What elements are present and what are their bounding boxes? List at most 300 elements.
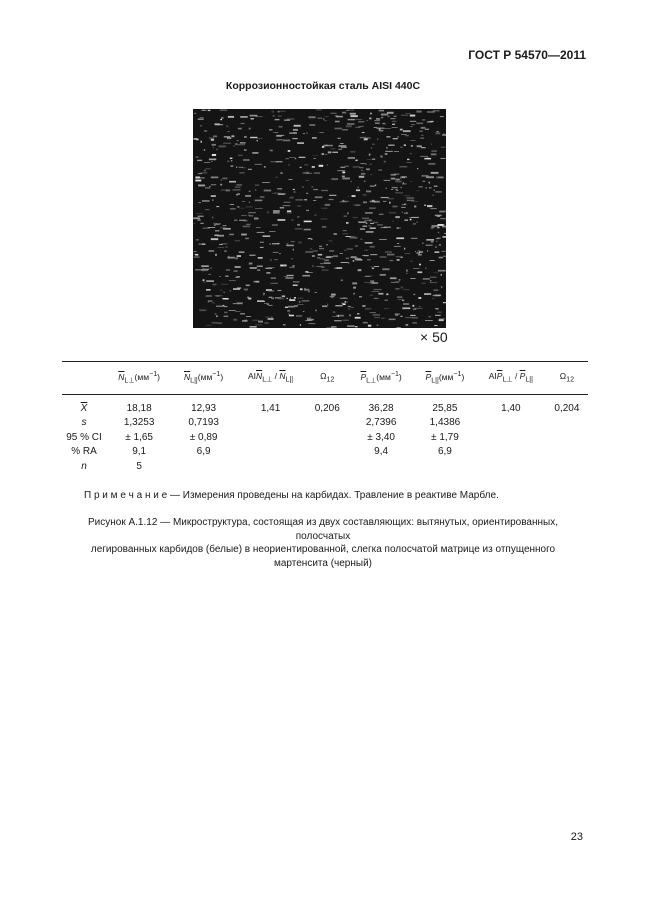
carbide-speck [402,212,403,213]
carbide-speck [251,118,254,120]
carbide-speck [424,205,426,206]
carbide-speck [417,253,421,254]
carbide-speck [442,134,446,135]
carbide-speck [415,308,423,309]
carbide-speck [391,174,396,176]
carbide-speck [329,195,336,196]
carbide-speck [388,145,394,146]
carbide-speck [372,291,380,292]
carbide-speck [231,165,234,166]
carbide-speck [312,137,317,139]
carbide-speck [323,118,324,120]
carbide-speck [386,147,388,148]
carbide-speck [370,312,376,313]
carbide-speck [297,224,300,226]
carbide-speck [411,124,415,125]
header-symbol: $\overline{P}$ [519,370,526,381]
carbide-speck [224,312,227,314]
carbide-speck [342,303,344,305]
carbide-speck [223,143,231,144]
carbide-speck [425,129,429,130]
carbide-speck [295,199,303,200]
carbide-speck [422,119,425,121]
carbide-speck [362,305,365,307]
carbide-speck [368,225,372,226]
carbide-speck [288,313,290,315]
carbide-speck [286,243,288,244]
column-header [235,362,306,395]
carbide-speck [417,250,420,251]
carbide-speck [206,289,211,291]
carbide-speck [229,280,236,281]
carbide-speck [366,191,371,193]
carbide-speck [353,293,355,295]
carbide-speck [364,220,372,221]
table-cell: 18,18 [126,402,152,414]
carbide-speck [348,306,351,307]
carbide-speck [355,317,361,319]
carbide-speck [433,295,439,296]
table-cell [546,416,588,431]
carbide-speck [412,322,417,324]
carbide-speck [245,238,249,240]
carbide-speck [413,268,420,269]
carbide-speck [196,239,199,240]
carbide-speck [324,120,327,121]
carbide-speck [312,166,315,168]
carbide-speck [286,277,294,279]
carbide-speck [263,294,265,295]
carbide-speck [306,180,309,181]
carbide-speck [278,111,280,113]
header-unit-close: ) [157,371,160,382]
carbide-speck [235,277,238,278]
carbide-speck [360,137,366,138]
carbide-speck [257,140,258,141]
carbide-speck [321,219,328,220]
carbide-speck [427,250,428,252]
carbide-speck [244,289,248,291]
carbide-speck [327,164,328,165]
carbide-speck [341,201,349,202]
carbide-speck [370,246,375,247]
carbide-speck [195,180,201,182]
carbide-speck [387,112,394,114]
carbide-speck [434,186,438,188]
carbide-speck [365,212,373,214]
carbide-speck [396,327,400,328]
carbide-speck [294,125,301,127]
carbide-speck [206,295,212,296]
carbide-speck [246,285,250,287]
carbide-speck [202,244,205,245]
carbide-speck [234,220,237,221]
header-exponent: −1 [390,370,399,378]
carbide-speck [371,147,372,149]
carbide-speck [201,269,208,271]
carbide-speck [322,270,329,271]
carbide-speck [299,301,301,303]
carbide-speck [411,217,419,218]
carbide-speck [294,191,296,193]
carbide-speck [426,239,434,241]
carbide-speck [400,316,402,317]
carbide-speck [413,223,416,224]
carbide-speck [399,279,401,280]
carbide-speck [279,253,281,254]
carbide-speck [202,110,207,111]
column-header [476,362,546,395]
carbide-speck [260,196,265,198]
carbide-speck [233,189,241,191]
micrograph-image [193,109,446,328]
carbide-speck [200,173,207,174]
carbide-speck [374,289,382,290]
carbide-speck [216,315,217,317]
carbide-speck [203,228,211,229]
carbide-speck [269,129,273,131]
carbide-speck [430,121,434,122]
carbide-speck [265,317,270,318]
carbide-speck [304,164,308,166]
carbide-speck [269,244,271,245]
carbide-speck [326,327,333,328]
carbide-speck [293,129,298,131]
carbide-speck [201,141,203,143]
carbide-speck [388,198,394,199]
carbide-speck [255,200,263,202]
carbide-speck [416,222,418,223]
carbide-speck [406,212,407,213]
carbide-speck [365,276,371,277]
carbide-speck [350,152,355,153]
carbide-speck [404,248,405,250]
carbide-speck [290,197,294,199]
carbide-speck [197,219,200,221]
carbide-speck [374,127,378,128]
carbide-speck [346,222,349,224]
carbide-speck [412,317,418,319]
carbide-speck [297,142,304,144]
carbide-speck [435,132,440,134]
carbide-speck [212,302,215,304]
carbide-speck [438,232,440,233]
row-label: 95 % CI [66,431,102,443]
table-cell: 0,206 [314,402,340,414]
column-header [172,362,235,395]
carbide-speck [353,257,358,258]
carbide-speck [288,150,291,152]
table-cell: ± 0,89 [189,431,218,443]
carbide-speck [404,213,408,214]
carbide-speck [362,255,365,256]
carbide-speck [226,269,230,271]
carbide-speck [219,276,220,277]
table-body [62,394,588,474]
table-cell: 0,204 [554,402,580,414]
carbide-speck [223,298,229,300]
carbide-speck [366,223,368,224]
carbide-speck [355,326,358,327]
carbide-speck [347,212,348,214]
carbide-speck [315,292,317,293]
carbide-speck [250,326,257,328]
carbide-speck [367,259,371,260]
carbide-speck [364,282,369,283]
carbide-speck [380,156,382,158]
carbide-speck [272,224,278,225]
header-unit: (мм [134,371,150,382]
carbide-speck [289,299,295,301]
carbide-speck [427,205,432,207]
carbide-speck [396,178,401,179]
carbide-speck [356,190,360,192]
carbide-speck [418,297,421,299]
carbide-speck [246,316,251,317]
carbide-speck [309,116,316,118]
carbide-speck [216,296,220,297]
carbide-speck [361,173,365,175]
carbide-speck [240,116,248,118]
carbide-speck [278,219,286,221]
header-subscript: L⊥ [262,375,273,384]
carbide-speck [228,256,230,258]
carbide-speck [384,128,391,129]
carbide-speck [221,180,223,181]
carbide-speck [304,199,307,200]
row-label: $\overline{X}$ [80,402,88,414]
carbide-speck [244,149,247,151]
carbide-speck [204,149,206,150]
carbide-speck [218,247,225,248]
carbide-speck [386,188,387,190]
carbide-speck [260,242,264,243]
carbide-speck [246,224,251,225]
carbide-speck [195,177,200,179]
carbide-speck [436,131,439,132]
table-cell [306,431,348,446]
carbide-speck [332,316,337,317]
carbide-speck [376,118,380,120]
carbide-speck [215,124,223,125]
carbide-speck [216,149,218,150]
carbide-speck [276,135,282,137]
header-prefix: AI [488,370,497,381]
carbide-speck [348,157,355,159]
carbide-speck [346,110,349,111]
carbide-speck [382,268,389,270]
carbide-speck [202,280,204,281]
table-cell [235,431,306,446]
carbide-speck [415,251,416,252]
carbide-speck [347,249,353,250]
carbide-speck [396,190,398,191]
table-cell [414,460,476,475]
carbide-speck [435,215,442,216]
carbide-speck [280,207,284,209]
carbide-speck [346,125,352,127]
header-exponent: −1 [149,370,158,378]
carbide-speck [233,303,240,304]
carbide-speck [437,312,441,313]
carbide-speck [346,236,351,237]
carbide-speck [364,250,368,251]
carbide-speck [402,176,407,177]
carbide-speck [320,259,325,260]
carbide-speck [407,159,409,160]
carbide-speck [395,216,400,218]
carbide-speck [256,116,263,117]
carbide-speck [221,117,224,119]
carbide-speck [380,274,386,276]
carbide-speck [356,205,361,206]
carbide-speck [274,193,281,194]
carbide-speck [283,140,290,142]
carbide-speck [213,147,214,149]
carbide-speck [363,194,367,195]
carbide-speck [240,142,246,143]
header-subscript: L|| [525,375,533,384]
carbide-speck [390,278,397,280]
carbide-speck [311,239,312,240]
header-subscript: 12 [326,375,335,384]
carbide-speck [378,293,383,295]
table-header-row [62,362,588,395]
carbide-speck [330,296,335,297]
carbide-speck [225,276,228,277]
carbide-speck [374,266,379,267]
carbide-speck [200,223,203,224]
carbide-speck [356,127,361,128]
carbide-speck [359,176,364,178]
header-symbol: $\overline{N}$ [118,371,125,382]
carbide-speck [391,178,396,180]
carbide-speck [413,294,415,295]
carbide-speck [215,314,217,315]
carbide-speck [421,147,426,148]
carbide-speck [396,237,404,239]
carbide-speck [204,282,206,283]
carbide-speck [289,157,295,158]
carbide-speck [362,218,369,219]
carbide-speck [428,163,435,165]
carbide-speck [196,213,203,214]
carbide-speck [370,228,376,229]
carbide-speck [272,243,279,244]
carbide-speck [271,277,276,279]
carbide-speck [220,227,227,228]
carbide-speck [430,280,432,282]
carbide-speck [370,254,377,255]
carbide-speck [317,257,320,258]
carbide-speck [303,311,305,312]
carbide-speck [312,266,314,267]
carbide-speck [364,138,368,140]
carbide-speck [198,185,205,187]
carbide-speck [246,206,253,207]
carbide-speck [442,236,446,238]
carbide-speck [209,159,216,161]
carbide-speck [255,208,263,209]
carbide-speck [300,288,303,290]
carbide-speck [383,123,386,124]
header-prefix: AI [248,370,257,381]
carbide-speck [348,262,349,263]
carbide-speck [204,130,207,132]
carbide-speck [230,209,236,210]
carbide-speck [215,230,220,231]
carbide-speck [283,205,291,206]
carbide-speck [308,291,310,292]
figure-title: Коррозионностойкая сталь AISI 440C [225,80,421,92]
carbide-speck [439,210,446,211]
carbide-speck [355,258,361,260]
carbide-speck [244,136,247,138]
table-row [62,394,588,416]
carbide-speck [410,261,413,262]
carbide-speck [302,186,303,188]
carbide-speck [293,249,294,251]
header-unit: (мм [438,371,454,382]
carbide-speck [291,220,294,221]
table-cell: 9,4 [374,446,389,458]
carbide-speck [249,263,253,265]
carbide-speck [435,251,440,253]
carbide-speck [205,325,211,326]
carbide-speck [226,126,228,128]
carbide-speck [406,271,408,272]
carbide-speck [379,214,384,215]
carbide-speck [204,162,210,163]
carbide-speck [223,225,227,226]
carbide-speck [349,315,350,317]
carbide-speck [435,315,441,316]
carbide-speck [410,219,412,221]
carbide-speck [314,215,316,216]
carbide-speck [211,161,213,162]
carbide-speck [250,267,257,269]
carbide-speck [405,253,411,254]
carbide-speck [252,152,260,153]
table-row [62,460,588,475]
carbide-speck [239,208,244,209]
header-symbol: Ω [320,370,327,381]
carbide-speck [373,314,380,315]
header-subscript: L⊥ [124,376,135,385]
carbide-speck [201,265,209,267]
table-cell [476,445,546,460]
carbide-speck [219,145,226,147]
table-cell: 1,3253 [123,417,155,429]
carbide-speck [403,289,409,290]
carbide-speck [351,181,352,182]
carbide-speck [421,127,426,129]
carbide-speck [368,325,371,327]
carbide-speck [367,120,368,121]
micrograph-texture [193,109,446,328]
carbide-speck [443,302,446,303]
carbide-speck [381,114,388,116]
carbide-speck [369,118,371,120]
carbide-speck [402,300,404,301]
carbide-speck [435,246,437,248]
carbide-speck [410,153,412,154]
carbide-speck [423,278,430,280]
carbide-speck [397,259,400,261]
carbide-speck [383,201,387,202]
carbide-speck [279,193,286,194]
carbide-speck [393,138,398,139]
